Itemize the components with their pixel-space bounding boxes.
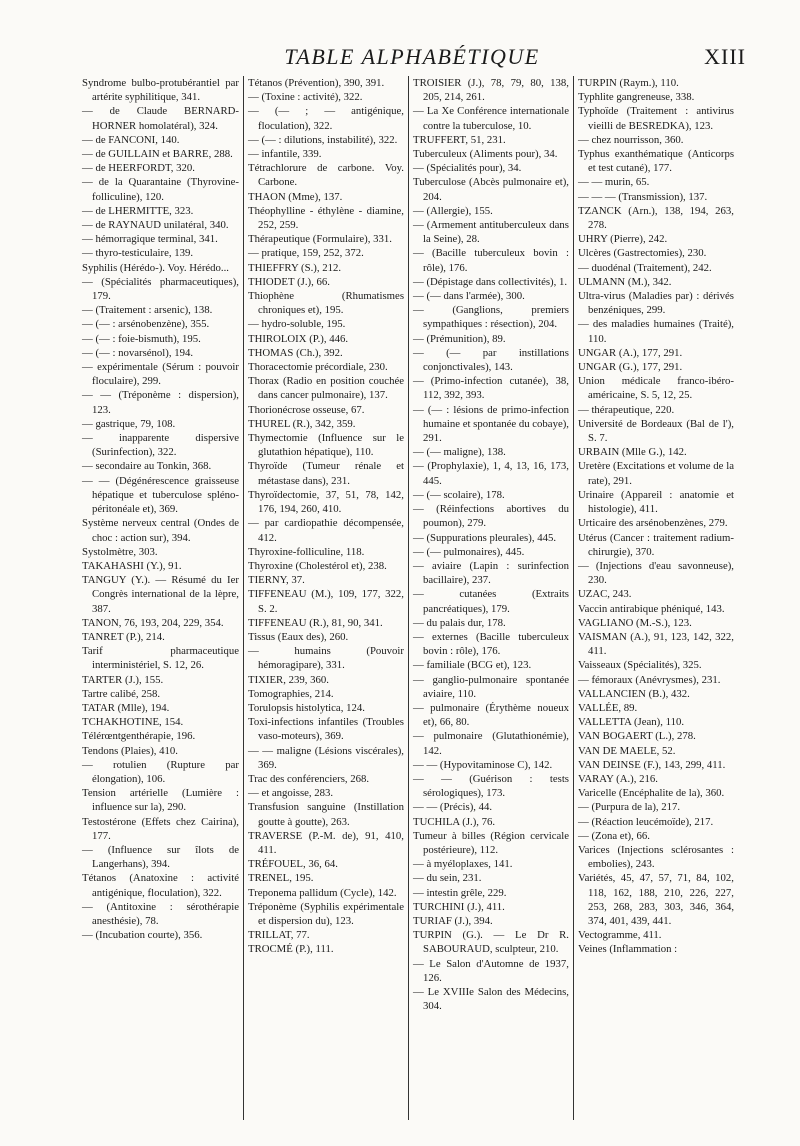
index-entry: — (Influence sur îlots de Langerhans), 394. (82, 843, 239, 871)
index-entry: — chez nourrisson, 360. (578, 133, 684, 146)
index-entry: Typhoïde (Traitement : antivirus vieilli de BESREDKA), 123. (578, 105, 734, 132)
index-entry: Ultra-virus (Maladies par) : dérivés benzéniques, 299. (578, 290, 734, 317)
index-entry: Veines (Inflammation : (578, 943, 678, 956)
index-entry: — de RAYNAUD unilatéral, 340. (82, 219, 229, 232)
index-entry: Varices (Injections sclérosantes : embolies), 243. (578, 843, 734, 871)
index-entry: TROISIER (J.), 78, 79, 80, 138, 205, 214, 261. (413, 77, 569, 104)
index-entry: — (Injections d'eau savonneuse), 230. (578, 559, 734, 587)
index-entry: Thyroïde (Tumeur rénale et métastase dans), 231. (248, 460, 404, 487)
index-entry: Urticaire des arsénobenzènes, 279. (578, 517, 728, 530)
index-entry: Tétanos (Prévention), 390, 391. (248, 77, 385, 89)
index-entry: Uretère (Excitations et volume de la rate), 291. (578, 460, 734, 487)
index-entry: — de HEERFORDT, 320. (82, 162, 195, 175)
index-entry: VAISMAN (A.), 91, 123, 142, 322, 411. (578, 630, 734, 658)
index-entry: — de la Quarantaine (Thyrovine-folliculine), 120. (82, 176, 239, 203)
index-entry: TURIAF (J.), 394. (413, 914, 493, 927)
index-entry: Tartre calibé, 258. (82, 687, 161, 700)
index-entry: TURPIN (G.). — Le Dr R. SABOURAUD, sculpteur, 210. (413, 929, 569, 956)
index-entry: Syndrome bulbo-protubérantiel par artérite syphilitique, 341. (82, 77, 239, 104)
index-entry: — hydro-soluble, 195. (248, 318, 346, 331)
index-entry: — du palais dur, 178. (413, 616, 506, 629)
index-entry: — rotulien (Rupture par élongation), 106. (82, 758, 239, 785)
index-entry: THUREL (R.), 342, 359. (248, 417, 356, 430)
index-entry: — (— par instillations conjonctivales), 143. (413, 346, 569, 374)
index-entry: Tendons (Plaies), 410. (82, 744, 178, 757)
index-entry: — (Prémunition), 89. (413, 332, 506, 345)
index-entry: ULMANN (M.), 342. (578, 275, 672, 288)
index-entry: — humains (Pouvoir hémoragipare), 331. (248, 645, 404, 672)
index-entry: — Le XVIIIe Salon des Médecins, 304. (413, 986, 569, 1013)
index-entry: TIERNY, 37. (248, 574, 305, 587)
index-entry: Thorionécrose osseuse, 67. (248, 403, 365, 416)
index-entry: — (Bacille tuberculeux bovin : rôle), 176. (413, 247, 569, 274)
index-entry: Thyroxine (Cholestérol et), 238. (248, 559, 387, 572)
index-entry: VALLETTA (Jean), 110. (578, 716, 685, 729)
index-entry: TRÉFOUEL, 36, 64. (248, 858, 338, 871)
index-entry: Syphilis (Hérédo-). Voy. Hérédo... (82, 261, 229, 274)
index-entry: TIFFENEAU (M.), 109, 177, 322, S. 2. (248, 588, 404, 615)
index-entry: — (Antitoxine : sérothérapie anesthésie), 78. (82, 900, 239, 927)
index-entry: UNGAR (G.), 177, 291. (578, 361, 683, 374)
index-entry: UZAC, 243. (578, 588, 632, 601)
index-entry: — — (Guérison : tests sérologiques), 173. (413, 772, 569, 800)
index-entry: Union médicale franco-ibéro-américaine, S. 5, 12, 25. (578, 375, 734, 402)
index-entry: — (— : arsénobenzène), 355. (82, 318, 210, 331)
index-entry: THIROLOIX (P.), 446. (248, 332, 349, 345)
index-entry: — cutanées (Extraits pancréatiques), 179. (413, 588, 569, 615)
index-entry: — (Toxine : activité), 322. (248, 91, 363, 104)
index-entry: Tension artérielle (Lumière : influence sur la), 290. (82, 787, 239, 814)
index-entry: TATAR (Mlle), 194. (82, 701, 170, 714)
index-entry: — — — (Transmission), 137. (578, 190, 708, 203)
index-entry: — (Suppurations pleurales), 445. (413, 531, 557, 544)
index-entry: — de FANCONI, 140. (82, 133, 180, 146)
index-entry: — externes (Bacille tuberculeux bovin : rôle), 176. (413, 630, 569, 658)
index-entry: — (Réaction leucémoïde), 217. (578, 815, 714, 828)
index-entry: — thérapeutique, 220. (578, 403, 675, 416)
index-entry: — des maladies humaines (Traité), 110. (578, 318, 734, 345)
index-entry: — de Claude BERNARD-HORNER homolatéral), 324. (82, 105, 239, 132)
index-column-3 (408, 76, 573, 1120)
index-entry: — (Ganglions, premiers sympathiques : résection), 204. (413, 304, 569, 331)
index-entry: TCHAKHOTINE, 154. (82, 716, 184, 729)
index-entry: UNGAR (A.), 177, 291. (578, 346, 683, 359)
index-entry: Varicelle (Encéphalite de la), 360. (578, 787, 725, 800)
index-entry: — par cardiopathie décompensée, 412. (248, 517, 404, 544)
index-entry: — (Prophylaxie), 1, 4, 13, 16, 173, 445. (413, 460, 569, 487)
index-entry: VAN BOGAERT (L.), 278. (578, 730, 696, 743)
index-entry: — infantile, 339. (248, 148, 322, 161)
index-entry: Typhlite gangreneuse, 338. (578, 91, 695, 104)
index-entry: Thorax (Radio en position couchée dans cancer pulmonaire), 137. (248, 375, 404, 402)
index-entry: URBAIN (Mlle G.), 142. (578, 446, 687, 459)
index-entry: Ulcères (Gastrectomies), 230. (578, 247, 707, 260)
index-entry: Utérus (Cancer : traitement radium-chirurgie), 370. (578, 531, 734, 558)
index-entry: — — (Tréponème : dispersion), 123. (82, 389, 239, 416)
index-entry: — secondaire au Tonkin, 368. (82, 460, 212, 473)
index-entry: Télérœntgenthérapie, 196. (82, 730, 196, 743)
index-entry: — (— : foie-bismuth), 195. (82, 332, 201, 345)
index-entry: Tétanos (Anatoxine : activité antigénique, floculation), 322. (82, 872, 239, 899)
index-entry: TUCHILA (J.), 76. (413, 815, 496, 828)
index-entry: — (Armement antituberculeux dans la Seine), 28. (413, 219, 569, 246)
index-entry: TAKAHASHI (Y.), 91. (82, 559, 182, 572)
index-entry: Tuberculose (Abcès pulmonaire et), 204. (413, 176, 569, 203)
index-entry: VAN DE MAELE, 52. (578, 744, 676, 757)
index-entry: TRILLAT, 77. (248, 929, 310, 942)
index-entry: Typhus exanthématique (Anticorps et test cutané), 177. (578, 148, 734, 175)
index-entry: — (— : lésions de primo-infection humaine et spontanée du cobaye), 291. (413, 403, 569, 445)
index-entry: — — (Dégénérescence graisseuse hépatique et tuberculose spléno-péritonéale et), 369. (82, 474, 239, 516)
index-entry: — (Allergie), 155. (413, 204, 493, 217)
index-entry: — (Spécialités pour), 34. (413, 162, 522, 175)
index-entry: — (— : novarsénol), 194. (82, 346, 194, 359)
index-entry: Systolmètre, 303. (82, 545, 158, 558)
page-title: TABLE ALPHABÉTIQUE (284, 44, 540, 69)
page-number: XIII (704, 44, 746, 69)
index-entry: — pulmonaire (Érythème noueux et), 66, 80. (413, 701, 569, 729)
index-entry: THIEFFRY (S.), 212. (248, 261, 342, 274)
index-entry: TZANCK (Arn.), 138, 194, 263, 278. (578, 204, 734, 232)
index-entry: Transfusion sanguine (Instillation goutte à goutte), 263. (248, 801, 404, 828)
index-entry: Tumeur à billes (Région cervicale postérieure), 112. (413, 829, 569, 856)
index-entry: — gastrique, 79, 108. (82, 417, 176, 430)
index-entry: Thérapeutique (Formulaire), 331. (248, 233, 392, 246)
index-entry: — de LHERMITTE, 323. (82, 204, 194, 217)
index-entry: — — murin, 65. (578, 176, 650, 189)
index-entry: — hémorragique terminal, 341. (82, 233, 218, 246)
index-entry: TROCMÉ (P.), 111. (248, 943, 334, 956)
index-entry: TIFFENEAU (R.), 81, 90, 341. (248, 616, 383, 629)
index-entry: VALLANCIEN (B.), 432. (578, 687, 690, 700)
index-entry: TIXIER, 239, 360. (248, 673, 329, 686)
index-entry: TRENEL, 195. (248, 872, 314, 885)
index-entry: Torulopsis histolytica, 124. (248, 701, 365, 714)
index-entry: TURPIN (Raym.), 110. (578, 77, 679, 89)
index-entry: Tuberculeux (Aliments pour), 34. (413, 148, 558, 161)
index-entry: — — maligne (Lésions viscérales), 369. (248, 744, 404, 771)
index-entry: — (Purpura de la), 217. (578, 801, 681, 814)
index-entry: — (— : dilutions, instabilité), 322. (248, 133, 398, 146)
index-entry: Université de Bordeaux (Bal de l'), S. 7. (578, 417, 734, 445)
index-entry: — thyro-testiculaire, 139. (82, 247, 194, 260)
index-entry: VAGLIANO (M.-S.), 123. (578, 616, 692, 629)
index-entry: Tarif pharmaceutique interministériel, S. 12, 26. (82, 645, 239, 672)
index-entry: TURCHINI (J.), 411. (413, 900, 505, 913)
index-entry: — (— pulmonaires), 445. (413, 545, 525, 558)
index-entry: THOMAS (Ch.), 392. (248, 346, 343, 359)
index-entry: UHRY (Pierre), 242. (578, 233, 668, 246)
index-entry: Théophylline - éthylène - diamine, 252, 259. (248, 204, 404, 232)
index-column-4 (573, 76, 738, 1120)
index-entry: Tomographies, 214. (248, 687, 334, 700)
index-entry: TARTER (J.), 155. (82, 673, 164, 686)
index-entry: Thyroïdectomie, 37, 51, 78, 142, 176, 194, 260, 410. (248, 488, 404, 516)
index-entry: Tissus (Eaux des), 260. (248, 630, 349, 643)
index-entry: Vaisseaux (Spécialités), 325. (578, 659, 702, 672)
index-entry: — (Dépistage dans collectivités), 1. (413, 275, 568, 288)
index-entry: — — (Hypovitaminose C), 142. (413, 758, 553, 771)
index-entry: Thyroxine-folliculine, 118. (248, 545, 365, 558)
index-entry: — (— scolaire), 178. (413, 488, 505, 501)
index-entry: TANON, 76, 193, 204, 229, 354. (82, 616, 224, 629)
index-entry: Testostérone (Effets chez Cairina), 177. (82, 815, 239, 842)
index-entry: — aviaire (Lapin : surinfection bacillaire), 237. (413, 559, 569, 587)
index-entry: — (Traitement : arsenic), 138. (82, 304, 213, 317)
index-entry: TRUFFERT, 51, 231. (413, 133, 506, 146)
index-entry: — duodénal (Traitement), 242. (578, 261, 712, 274)
index-entry: — (Incubation courte), 356. (82, 929, 203, 942)
index-columns (78, 76, 746, 1120)
index-entry: — intestin grêle, 229. (413, 886, 507, 899)
index-entry: — inapparente dispersive (Surinfection), 322. (82, 432, 239, 459)
index-entry: Thoracectomie précordiale, 230. (248, 361, 388, 374)
index-entry: VARAY (A.), 216. (578, 772, 658, 785)
index-entry: — pratique, 159, 252, 372. (248, 247, 364, 260)
index-entry: — (— maligne), 138. (413, 446, 506, 459)
index-column-2 (243, 76, 408, 1120)
index-entry: Vaccin antirabique phéniqué, 143. (578, 602, 725, 615)
index-entry: — (Spécialités pharmaceutiques), 179. (82, 275, 239, 303)
index-entry: Vectogramme, 411. (578, 929, 662, 942)
index-entry: — Le Salon d'Automne de 1937, 126. (413, 957, 569, 984)
index-entry: — (Zona et), 66. (578, 829, 650, 842)
index-entry: — du sein, 231. (413, 872, 482, 885)
index-entry: THIODET (J.), 66. (248, 275, 330, 288)
index-entry: — (Primo-infection cutanée), 38, 112, 392, 393. (413, 375, 569, 402)
index-entry: — de GUILLAIN et BARRE, 288. (82, 148, 233, 161)
index-entry: — (— dans l'armée), 300. (413, 290, 525, 303)
index-entry: VALLÉE, 89. (578, 701, 638, 714)
index-entry: — expérimentale (Sérum : pouvoir floculaire), 299. (82, 361, 239, 388)
index-entry: — (— ; — antigénique, floculation), 322. (248, 105, 404, 132)
index-entry: — fémoraux (Anévrysmes), 231. (578, 673, 721, 686)
index-entry: Thiophène (Rhumatismes chroniques et), 195. (248, 290, 404, 317)
index-entry: — à myéloplaxes, 141. (413, 858, 513, 871)
index-entry: — — (Précis), 44. (413, 801, 493, 814)
index-column-1 (78, 76, 243, 1120)
index-entry: — et angoisse, 283. (248, 787, 334, 800)
index-entry: Tréponème (Syphilis expérimentale et dispersion du), 123. (248, 900, 404, 927)
index-entry: Treponema pallidum (Cycle), 142. (248, 886, 397, 899)
index-entry: Système nerveux central (Ondes de choc : action sur), 394. (82, 517, 239, 544)
index-entry: THAON (Mme), 137. (248, 190, 343, 203)
index-entry: TANRET (P.), 214. (82, 630, 165, 643)
index-entry: Variétés, 45, 47, 57, 71, 84, 102, 118, 162, 188, 210, 226, 227, 253, 268, 283, 303, 346, 364, 374, 401, 439, 441. (578, 872, 734, 927)
index-entry: — pulmonaire (Glutathionémie), 142. (413, 730, 569, 757)
index-entry: — La Xe Conférence internationale contre la tuberculose, 10. (413, 105, 569, 132)
index-entry: Toxi-infections infantiles (Troubles vaso-moteurs), 369. (248, 716, 404, 743)
index-entry: Urinaire (Appareil : anatomie et histologie), 411. (578, 488, 734, 516)
page-header (78, 44, 746, 74)
index-entry: Thymectomie (Influence sur le glutathion hépatique), 110. (248, 432, 404, 459)
index-entry: — (Réinfections abortives du poumon), 279. (413, 503, 569, 530)
index-entry: Tétrachlorure de carbone. Voy. Carbone. (248, 162, 404, 189)
index-entry: Trac des conférenciers, 268. (248, 772, 370, 785)
index-entry: — familiale (BCG et), 123. (413, 659, 532, 672)
index-entry: TANGUY (Y.). — Résumé du Ier Congrès international de la lèpre, 387. (82, 574, 239, 615)
index-entry: — ganglio-pulmonaire spontanée aviaire, 110. (413, 673, 569, 700)
index-entry: TRAVERSE (P.-M. de), 91, 410, 411. (248, 829, 404, 856)
index-entry: VAN DEINSE (F.), 143, 299, 411. (578, 758, 726, 771)
